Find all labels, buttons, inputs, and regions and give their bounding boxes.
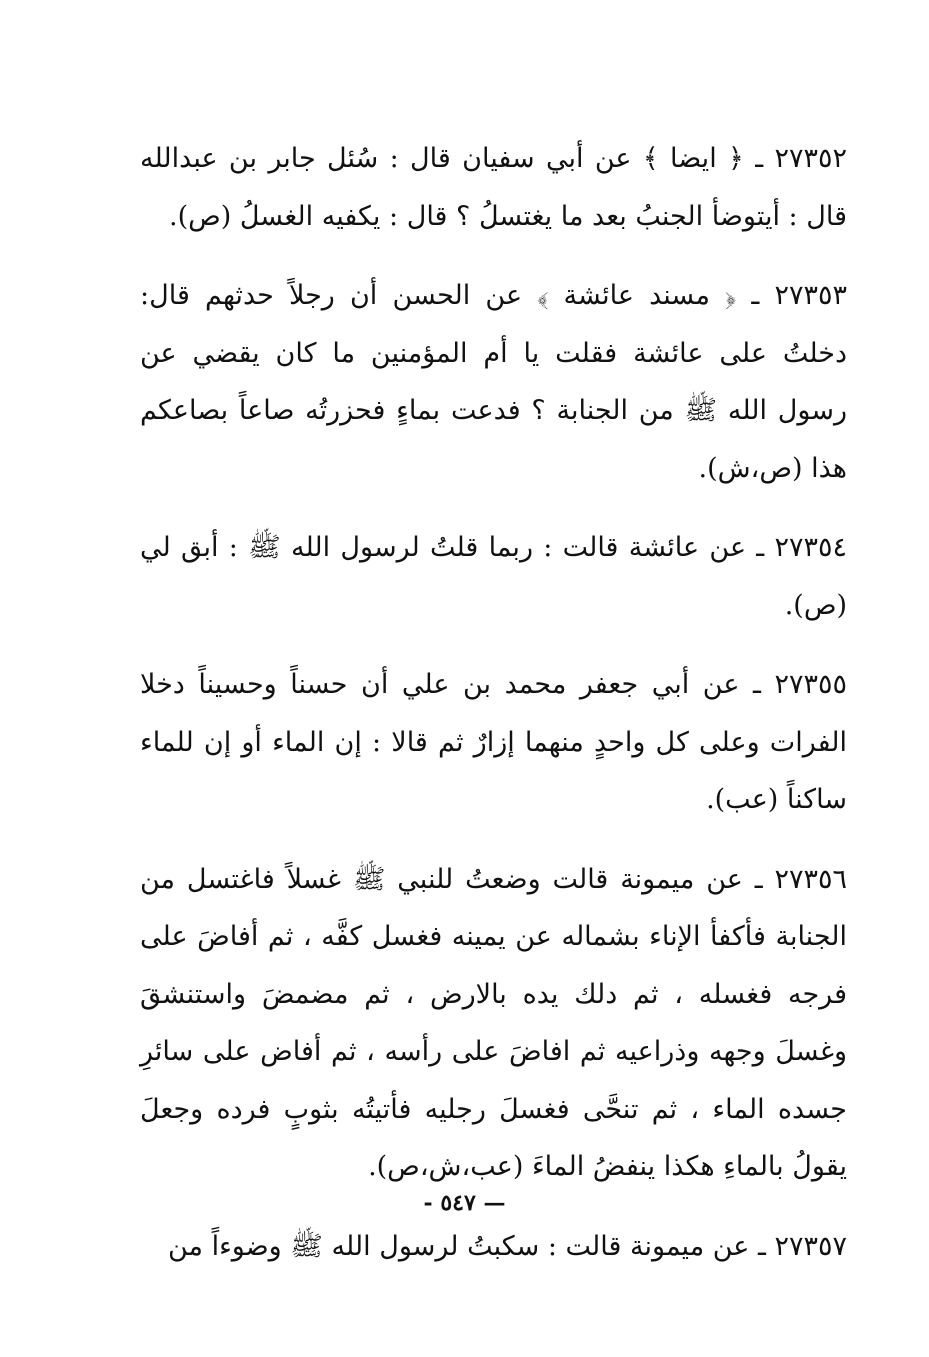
hadith-entry-27353: ٢٧٣٥٣ ـ ﴿ مسند عائشة ﴾ عن الحسن أن رجلاً حدثهم قال: دخلتُ على عائشة فقلت يا أم المؤمنين ما كان يقضي عن رسول الله ﷺ من الجنابة ؟ فدعت بماءٍ فحزرتُه صاعاً بصاعكم هذا (ص،ش).	[140, 280, 847, 484]
hadith-entry-27356: ٢٧٣٥٦ ـ عن ميمونة قالت وضعتُ للنبي ﷺ غسلاً فاغتسل من الجنابة فأكفأ الإناء بشماله عن يمينه فغسل كفَّه ، ثم أفاضَ على فرجه فغسله ، ثم دلك يده بالارض ، ثم مضمضَ واستنشقَ وغسلَ وجهه وذراعيه ثم افاضَ على رأسه ، ثم أفاض على سائرِ جسده الماء ، ثم تنحَّى فغسلَ رجليه فأتيتُه بثوبٍ فرده وجعلَ يقولُ بالماءِ هكذا ينفضُ الماءَ (عب،ش،ص).	[140, 863, 847, 1182]
hadith-entry-27355: ٢٧٣٥٥ ـ عن أبي جعفر محمد بن علي أن حسناً وحسيناً دخلا الفرات وعلى كل واحدٍ منهما إزارٌ ثم قالا : إن الماء أو إن للماء ساكناً (عب).	[140, 669, 847, 815]
hadith-entry-27357: ٢٧٣٥٧ ـ عن ميمونة قالت : سكبتُ لرسول الله ﷺ وضوءاً من	[167, 1230, 847, 1262]
hadith-entry-27352: ٢٧٣٥٢ ـ ﴿ ايضا ﴾ عن أبي سفيان قال : سُئل جابر بن عبدالله قال : أيتوضأ الجنبُ بعد ما يغتسلُ ؟ قال : يكفيه الغسلُ (ص).	[140, 143, 847, 232]
page-number: — ٥٤٧ -	[423, 1190, 506, 1216]
hadith-text-block	[140, 130, 847, 1275]
hadith-entry-27354: ٢٧٣٥٤ ـ عن عائشة قالت : ربما قلتُ لرسول الله ﷺ : أبق لي (ص).	[140, 532, 847, 621]
